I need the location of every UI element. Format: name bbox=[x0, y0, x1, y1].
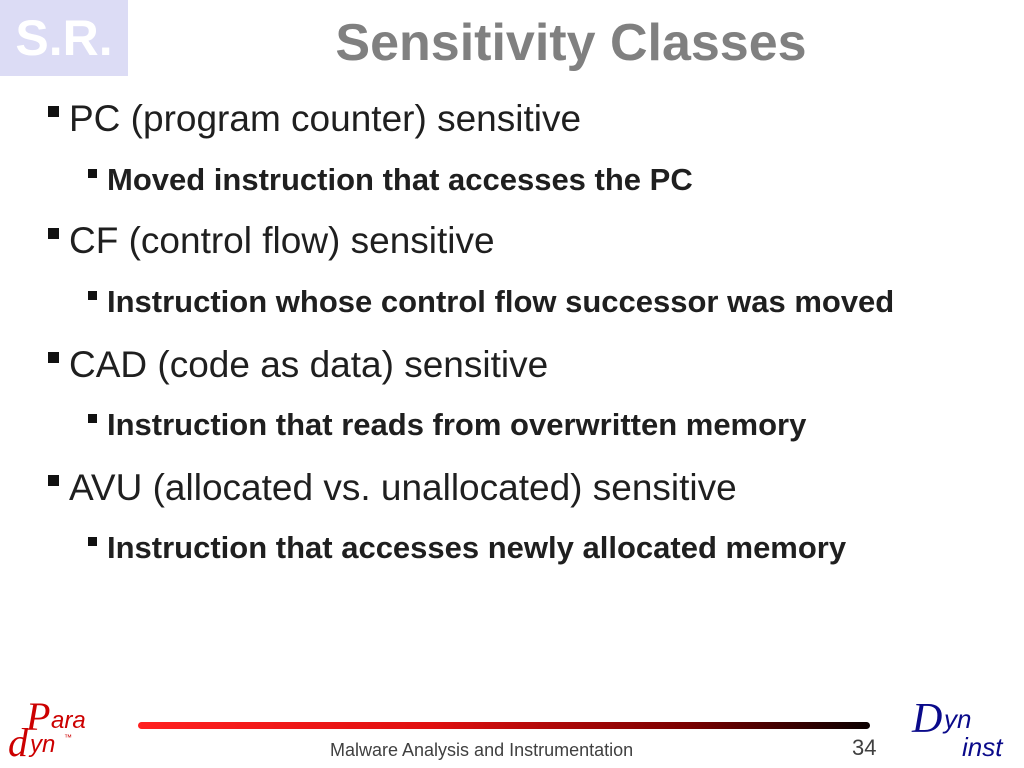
sub-bullet-pc bbox=[88, 162, 693, 198]
logo-bottom-text: yn bbox=[30, 731, 56, 758]
slide-title: Sensitivity Classes bbox=[335, 14, 807, 72]
square-bullet-icon bbox=[48, 352, 59, 363]
footer-text: Malware Analysis and Instrumentation bbox=[330, 740, 634, 760]
sub-bullet-text: Instruction that reads from overwritten memory bbox=[107, 407, 807, 442]
logo-big-letter: D bbox=[912, 696, 943, 742]
square-bullet-icon bbox=[88, 414, 97, 423]
bullet-text: CAD (code as data) sensitive bbox=[69, 344, 549, 385]
bullet-cad bbox=[48, 344, 548, 386]
logo-tm: ™ bbox=[64, 733, 72, 742]
paradyn-logo bbox=[6, 694, 106, 764]
square-bullet-icon bbox=[48, 106, 59, 117]
square-bullet-icon bbox=[48, 228, 59, 239]
bullet-cf bbox=[48, 220, 495, 262]
bullet-text: PC (program counter) sensitive bbox=[69, 98, 582, 139]
bullet-text: CF (control flow) sensitive bbox=[69, 220, 495, 261]
square-bullet-icon bbox=[88, 537, 97, 546]
logo-small-letter: d bbox=[8, 720, 28, 764]
logo-top-text: yn bbox=[944, 704, 972, 734]
footer-divider bbox=[138, 722, 870, 729]
bullet-avu bbox=[48, 467, 737, 509]
square-bullet-icon bbox=[48, 475, 59, 486]
bullet-pc bbox=[48, 98, 581, 140]
logo-top-text: ara bbox=[51, 707, 86, 734]
sub-bullet-cad bbox=[88, 407, 806, 443]
sub-bullet-text: Instruction that accesses newly allocated memory bbox=[107, 530, 847, 565]
square-bullet-icon bbox=[88, 291, 97, 300]
logo-bottom-text: inst bbox=[962, 732, 1003, 762]
logo-big-letter: P bbox=[26, 694, 51, 739]
sub-bullet-cf bbox=[88, 284, 894, 320]
square-bullet-icon bbox=[88, 169, 97, 178]
sub-bullet-text: Instruction whose control flow successor was moved bbox=[107, 284, 895, 319]
sub-bullet-avu bbox=[88, 530, 846, 566]
sub-bullet-text: Moved instruction that accesses the PC bbox=[107, 162, 693, 197]
sr-badge: S.R. bbox=[0, 0, 128, 76]
page-number: 34 bbox=[852, 735, 877, 760]
dyninst-logo bbox=[910, 696, 1020, 766]
bullet-text: AVU (allocated vs. unallocated) sensitive bbox=[69, 467, 737, 508]
